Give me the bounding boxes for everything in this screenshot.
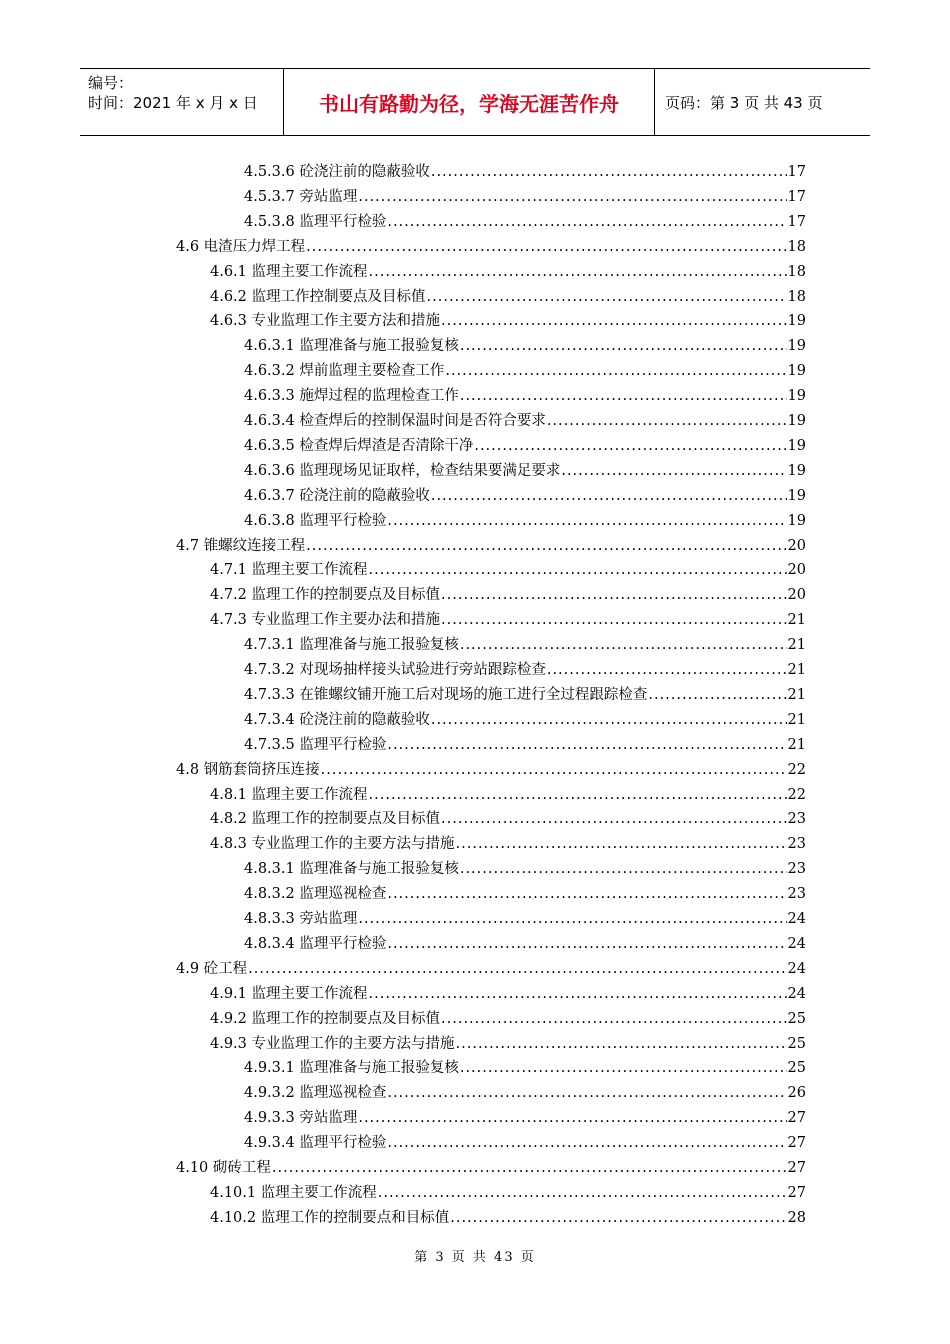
- toc-entry-page: 22: [787, 761, 806, 778]
- toc-entry-title: 4.8.3.1 监理准备与施工报验复核: [244, 861, 459, 878]
- toc-entry-title: 4.5.3.8 监理平行检验: [244, 213, 387, 230]
- toc-entry-title: 4.7.3.2 对现场抽样接头试验进行旁站跟踪检查: [244, 662, 546, 678]
- toc-entry-page: 21: [787, 736, 806, 753]
- toc-leader-dots: [456, 1034, 787, 1054]
- toc-leader-dots: [369, 560, 787, 580]
- toc-entry-title: 4.8.3 专业监理工作的主要方法与措施: [210, 836, 455, 853]
- toc-entry-page: 19: [787, 512, 806, 529]
- toc-leader-dots: [441, 1009, 787, 1029]
- toc-entry[interactable]: [244, 432, 806, 456]
- toc-leader-dots: [441, 610, 787, 630]
- toc-entry-page: 19: [787, 437, 806, 454]
- page-header: [80, 68, 870, 136]
- toc-entry[interactable]: [244, 407, 806, 431]
- toc-entry-title: 4.8.3.4 监理平行检验: [244, 935, 387, 952]
- toc-entry-page: 21: [787, 637, 806, 654]
- toc-entry-page: 27: [787, 1160, 806, 1176]
- toc-leader-dots: [387, 934, 786, 954]
- toc-entry[interactable]: [210, 830, 806, 854]
- toc-entry-title: 4.8.3.2 监理巡视检查: [244, 886, 387, 903]
- toc-entry-page: 19: [787, 487, 806, 504]
- toc-entry-title: 4.6.3.3 施焊过程的监理检查工作: [244, 388, 459, 405]
- toc-leader-dots: [460, 859, 787, 879]
- toc-entry-title: 4.9.3.4 监理平行检验: [244, 1135, 387, 1152]
- toc-entry-page: 27: [787, 1184, 806, 1201]
- toc-entry-title: 4.7.1 监理主要工作流程: [210, 562, 368, 579]
- toc-entry[interactable]: [244, 457, 806, 481]
- document-number-label: 编号：: [88, 74, 134, 92]
- toc-leader-dots: [369, 984, 787, 1004]
- toc-entry-page: 20: [787, 562, 806, 579]
- toc-entry-title: 4.7.3.5 监理平行检验: [244, 736, 387, 753]
- toc-leader-dots: [427, 287, 787, 307]
- toc-entry[interactable]: [244, 631, 806, 655]
- toc-entry-page: 25: [787, 1035, 806, 1052]
- toc-entry[interactable]: [176, 756, 806, 780]
- toc-leader-dots: [369, 785, 787, 805]
- toc-entry-title: 4.8.2 监理工作的控制要点及目标值: [210, 811, 441, 828]
- toc-entry[interactable]: [210, 781, 806, 805]
- page-footer: [0, 1246, 950, 1265]
- toc-entry-title: 4.7.3.3 在锥螺纹铺开施工后对现场的施工进行全过程跟踪检查: [244, 686, 648, 703]
- toc-entry[interactable]: [210, 606, 806, 630]
- toc-leader-dots: [248, 959, 786, 979]
- toc-entry[interactable]: [210, 581, 806, 605]
- toc-entry[interactable]: [244, 1079, 806, 1103]
- toc-entry-title: 4.7.3.1 监理准备与施工报验复核: [244, 637, 459, 654]
- toc-entry-page: 23: [787, 811, 806, 828]
- toc-entry-title: 4.6.3.2 焊前监理主要检查工作: [244, 363, 445, 380]
- toc-entry-page: 18: [787, 288, 806, 305]
- header-page-cell: [655, 69, 870, 135]
- toc-entry-title: 4.6 电渣压力焊工程: [176, 238, 306, 255]
- toc-entry-title: 4.9.3.2 监理巡视检查: [244, 1085, 387, 1102]
- toc-entry-page: 27: [787, 1110, 806, 1127]
- toc-entry-page: 27: [787, 1135, 806, 1152]
- toc-entry-page: 24: [787, 985, 806, 1002]
- toc-entry-title: 4.6.3.8 监理平行检验: [244, 512, 387, 529]
- toc-entry-page: 17: [787, 188, 806, 205]
- toc-entry[interactable]: [244, 905, 806, 929]
- toc-entry[interactable]: [244, 482, 806, 506]
- toc-leader-dots: [431, 486, 787, 506]
- toc-leader-dots: [474, 436, 786, 456]
- toc-leader-dots: [441, 585, 787, 605]
- toc-entry-page: 21: [787, 711, 806, 728]
- toc-entry-title: 4.6.1 监理主要工作流程: [210, 263, 368, 280]
- toc-entry-title: 4.7.3.4 砼浇注前的隐蔽验收: [244, 711, 430, 728]
- toc-entry-title: 4.6.2 监理工作控制要点及目标值: [210, 288, 426, 305]
- toc-entry-title: 4.7.3 专业监理工作主要办法和措施: [210, 612, 441, 629]
- toc-entry-title: 4.10 砌砖工程: [176, 1160, 271, 1176]
- toc-entry-page: 17: [787, 164, 806, 180]
- toc-entry-title: 4.7.2 监理工作的控制要点及目标值: [210, 587, 441, 604]
- toc-leader-dots: [460, 386, 787, 406]
- toc-entry[interactable]: [244, 158, 806, 182]
- toc-leader-dots: [272, 1158, 787, 1178]
- toc-entry-title: 4.9.2 监理工作的控制要点及目标值: [210, 1010, 441, 1027]
- toc-entry-page: 28: [787, 1209, 806, 1226]
- toc-entry[interactable]: [244, 855, 806, 879]
- toc-leader-dots: [358, 909, 786, 929]
- toc-entry[interactable]: [244, 1054, 806, 1078]
- toc-entry[interactable]: [210, 556, 806, 580]
- header-motto: 书山有路勤为径，学海无涯苦作舟: [319, 91, 619, 116]
- toc-entry[interactable]: [244, 382, 806, 406]
- toc-entry-page: 25: [787, 1060, 806, 1077]
- toc-entry-page: 25: [787, 1010, 806, 1027]
- toc-entry[interactable]: [244, 681, 806, 705]
- toc-entry-title: 4.10.1 监理主要工作流程: [210, 1184, 377, 1201]
- toc-leader-dots: [547, 411, 787, 431]
- toc-entry[interactable]: [176, 532, 806, 556]
- toc-entry[interactable]: [244, 1104, 806, 1128]
- toc-entry[interactable]: [244, 731, 806, 755]
- toc-entry-page: 19: [787, 413, 806, 429]
- toc-entry[interactable]: [244, 332, 806, 356]
- toc-entry-title: 4.9.1 监理主要工作流程: [210, 985, 368, 1002]
- toc-leader-dots: [456, 834, 787, 854]
- toc-entry[interactable]: [176, 233, 806, 257]
- toc-entry-page: 18: [787, 263, 806, 280]
- toc-entry[interactable]: [210, 258, 806, 282]
- header-page-label: 页码：第 3 页 共 43 页: [665, 93, 823, 112]
- toc-entry-title: 4.8.1 监理主要工作流程: [210, 786, 368, 803]
- toc-entry-page: 24: [787, 935, 806, 952]
- toc-entry-page: 18: [787, 238, 806, 255]
- toc-entry-page: 19: [787, 388, 806, 405]
- toc-leader-dots: [387, 884, 786, 904]
- toc-leader-dots: [431, 710, 787, 730]
- toc-leader-dots: [460, 635, 787, 655]
- toc-entry-page: 19: [787, 462, 806, 479]
- toc-leader-dots: [387, 1083, 786, 1103]
- toc-entry-title: 4.7 锥螺纹连接工程: [176, 537, 306, 554]
- toc-entry[interactable]: [244, 880, 806, 904]
- toc-leader-dots: [431, 162, 787, 182]
- toc-leader-dots: [441, 809, 787, 829]
- toc-entry-page: 19: [787, 313, 806, 330]
- toc-leader-dots: [648, 685, 786, 705]
- toc-leader-dots: [321, 760, 787, 780]
- toc-entry-page: 23: [787, 861, 806, 878]
- toc-entry-page: 24: [787, 911, 806, 927]
- toc-leader-dots: [387, 511, 786, 531]
- toc-entry-page: 19: [787, 338, 806, 355]
- toc-leader-dots: [306, 536, 786, 556]
- toc-leader-dots: [387, 735, 786, 755]
- toc-leader-dots: [387, 212, 786, 232]
- header-motto-cell: [283, 69, 655, 135]
- toc-entry[interactable]: [210, 1204, 806, 1228]
- toc-leader-dots: [306, 237, 786, 257]
- toc-entry[interactable]: [244, 208, 806, 232]
- toc-entry[interactable]: [244, 930, 806, 954]
- toc-entry[interactable]: [210, 1030, 806, 1054]
- toc-leader-dots: [387, 1133, 786, 1153]
- toc-entry-title: 4.9.3.1 监理准备与施工报验复核: [244, 1060, 459, 1077]
- toc-leader-dots: [358, 187, 786, 207]
- toc-entry[interactable]: [244, 357, 806, 381]
- toc-entry[interactable]: [176, 1154, 806, 1178]
- toc-entry-title: 4.9.3 专业监理工作的主要方法与措施: [210, 1035, 455, 1052]
- document-time-label: 时间：2021 年 x 月 x 日: [88, 94, 258, 112]
- toc-entry-page: 21: [787, 612, 806, 629]
- toc-entry-title: 4.8.3.3 旁站监理: [244, 911, 358, 927]
- toc-entry[interactable]: [210, 1179, 806, 1203]
- toc-entry-page: 17: [787, 213, 806, 230]
- toc-leader-dots: [358, 1108, 786, 1128]
- toc-entry-page: 19: [787, 363, 806, 380]
- toc-leader-dots: [561, 461, 786, 481]
- toc-entry[interactable]: [210, 1005, 806, 1029]
- toc-entry[interactable]: [244, 1129, 806, 1153]
- toc-entry-title: 4.9.3.3 旁站监理: [244, 1110, 358, 1127]
- toc-leader-dots: [460, 336, 787, 356]
- toc-entry-page: 20: [787, 537, 806, 554]
- toc-entry[interactable]: [210, 283, 806, 307]
- toc-entry-title: 4.8 钢筋套筒挤压连接: [176, 761, 320, 778]
- toc-leader-dots: [378, 1183, 787, 1203]
- toc-entry-page: 20: [787, 587, 806, 604]
- toc-entry-title: 4.6.3.6 监理现场见证取样，检查结果要满足要求: [244, 462, 561, 479]
- toc-entry-title: 4.6.3.4 检查焊后的控制保温时间是否符合要求: [244, 413, 546, 429]
- toc-entry[interactable]: [244, 656, 806, 680]
- toc-entry-page: 23: [787, 836, 806, 853]
- footer-page-number: 第 3 页 共 43 页: [414, 1250, 536, 1265]
- toc-entry[interactable]: [244, 183, 806, 207]
- toc-entry-title: 4.5.3.6 砼浇注前的隐蔽验收: [244, 164, 430, 180]
- toc-entry-title: 4.6.3.7 砼浇注前的隐蔽验收: [244, 487, 430, 504]
- toc-entry-title: 4.10.2 监理工作的控制要点和目标值: [210, 1209, 450, 1226]
- toc-leader-dots: [441, 311, 787, 331]
- toc-entry-page: 22: [787, 786, 806, 803]
- toc-entry-page: 24: [787, 960, 806, 977]
- toc-entry[interactable]: [210, 805, 806, 829]
- toc-entry-page: 21: [787, 686, 806, 703]
- toc-entry-page: 21: [787, 662, 806, 678]
- toc-entry[interactable]: [176, 955, 806, 979]
- toc-entry[interactable]: [244, 706, 806, 730]
- toc-leader-dots: [369, 262, 787, 282]
- toc-entry-title: 4.6.3 专业监理工作主要方法和措施: [210, 313, 441, 330]
- toc-entry-page: 26: [787, 1085, 806, 1102]
- toc-entry[interactable]: [210, 307, 806, 331]
- toc-entry[interactable]: [210, 980, 806, 1004]
- toc-entry-title: 4.6.3.5 检查焊后焊渣是否清除干净: [244, 437, 474, 454]
- toc-leader-dots: [547, 660, 787, 680]
- toc-entry-title: 4.6.3.1 监理准备与施工报验复核: [244, 338, 459, 355]
- header-meta: [80, 69, 283, 135]
- toc-leader-dots: [445, 361, 786, 381]
- toc-entry-title: 4.9 砼工程: [176, 960, 248, 977]
- toc-leader-dots: [450, 1208, 786, 1228]
- toc-entry[interactable]: [244, 507, 806, 531]
- toc-leader-dots: [460, 1058, 787, 1078]
- toc-entry-page: 23: [787, 886, 806, 903]
- toc-entry-title: 4.5.3.7 旁站监理: [244, 188, 358, 205]
